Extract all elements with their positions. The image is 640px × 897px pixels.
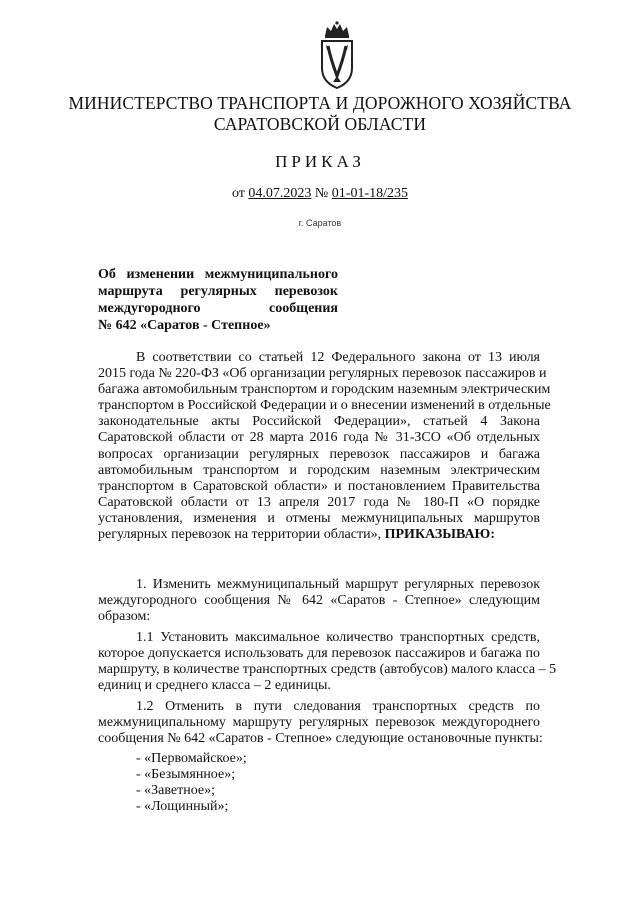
text-line: законодательные акты Российской Федерации», статьей 4 Закона (98, 414, 540, 430)
text-line: установления, изменения и отмены межмуниципальных маршрутов (98, 510, 540, 526)
ministry-line-2: САРАТОВСКОЙ ОБЛАСТИ (213, 114, 427, 134)
document-type-title: ПРИКАЗ (275, 152, 365, 171)
text-line: междугородного сообщения № 642 «Саратов - Степное» следующим (98, 593, 540, 609)
text-line: Саратовской области от 28 марта 2016 года № 31-ЗСО «Об отдельных (98, 430, 540, 446)
text-line: В соответствии со статьей 12 Федерального закона от 13 июля (136, 350, 540, 365)
text-line: образом: (98, 609, 151, 625)
text-line: межмуниципальному маршруту регулярных перевозок междугороднего (98, 715, 540, 731)
list-item: - «Безымянное»; (136, 767, 236, 783)
document-date: 04.07.2023 (248, 186, 312, 201)
list-item: - «Первомайское»; (136, 751, 247, 766)
preamble-last-line: регулярных перевозок на территории области», (98, 527, 382, 543)
coat-of-arms-emblem (314, 20, 360, 92)
text-line: транспортом в Российской Федерации и о внесении изменений в отдельные (98, 398, 551, 414)
text-line: багажа автомобильным транспортом и городским наземным электрическим (98, 382, 551, 398)
text-line: которое допускается использовать для перевозок пассажиров и багажа по (98, 646, 540, 662)
subject-line: маршрута регулярных перевозок (98, 284, 338, 299)
text-line: 2015 года № 220-ФЗ «Об организации регулярных перевозок пассажиров и (98, 366, 547, 382)
subject-line: междугородного сообщения (98, 301, 338, 316)
list-item: - «Лощинный»; (136, 799, 229, 815)
text-line: 1.1 Установить максимальное количество транспортных средств, (136, 630, 540, 645)
item-1-2-paragraph (98, 699, 543, 747)
ministry-line-1: МИНИСТЕРСТВО ТРАНСПОРТА И ДОРОЖНОГО ХОЗЯЙСТВА (68, 93, 572, 113)
text-line: Саратовской области от 13 апреля 2017 года № 180-П «О порядке (98, 494, 540, 510)
order-command: ПРИКАЗЫВАЮ: (384, 527, 495, 543)
date-number-line (0, 186, 640, 202)
stops-list (98, 751, 540, 815)
subject-line: Об изменении межмуниципального (98, 267, 338, 282)
text-line: транспортом в Саратовской области» и постановлением Правительства (98, 478, 540, 494)
subject-line: № 642 «Саратов - Степное» (98, 318, 271, 333)
item-1-paragraph (98, 577, 540, 625)
number-sign: № (314, 186, 329, 201)
text-line: единиц и среднего класса – 2 единицы. (98, 678, 331, 694)
city-label: г. Саратов (298, 218, 342, 228)
text-line: вопросах организации регулярных перевозок пассажиров и багажа (98, 446, 540, 462)
item-1-1-paragraph (98, 630, 557, 694)
text-line: сообщения № 642 «Саратов - Степное» следующие остановочные пункты: (98, 731, 543, 747)
list-item: - «Заветное»; (136, 783, 216, 799)
order-subject (98, 266, 338, 334)
text-line: 1. Изменить межмуниципальный маршрут регулярных перевозок (136, 577, 540, 592)
date-prefix: от (231, 186, 245, 201)
text-line: маршруту, в количестве транспортных средств (автобусов) малого класса – 5 (98, 662, 557, 678)
preamble-paragraph (98, 350, 551, 543)
text-line: 1.2 Отменить в пути следования транспортных средств по (136, 699, 540, 714)
document-number: 01-01-18/235 (331, 186, 408, 201)
ministry-name (0, 93, 640, 135)
text-line: автомобильным транспортом и городским наземным электрическим (98, 462, 540, 478)
text-line (98, 527, 540, 543)
